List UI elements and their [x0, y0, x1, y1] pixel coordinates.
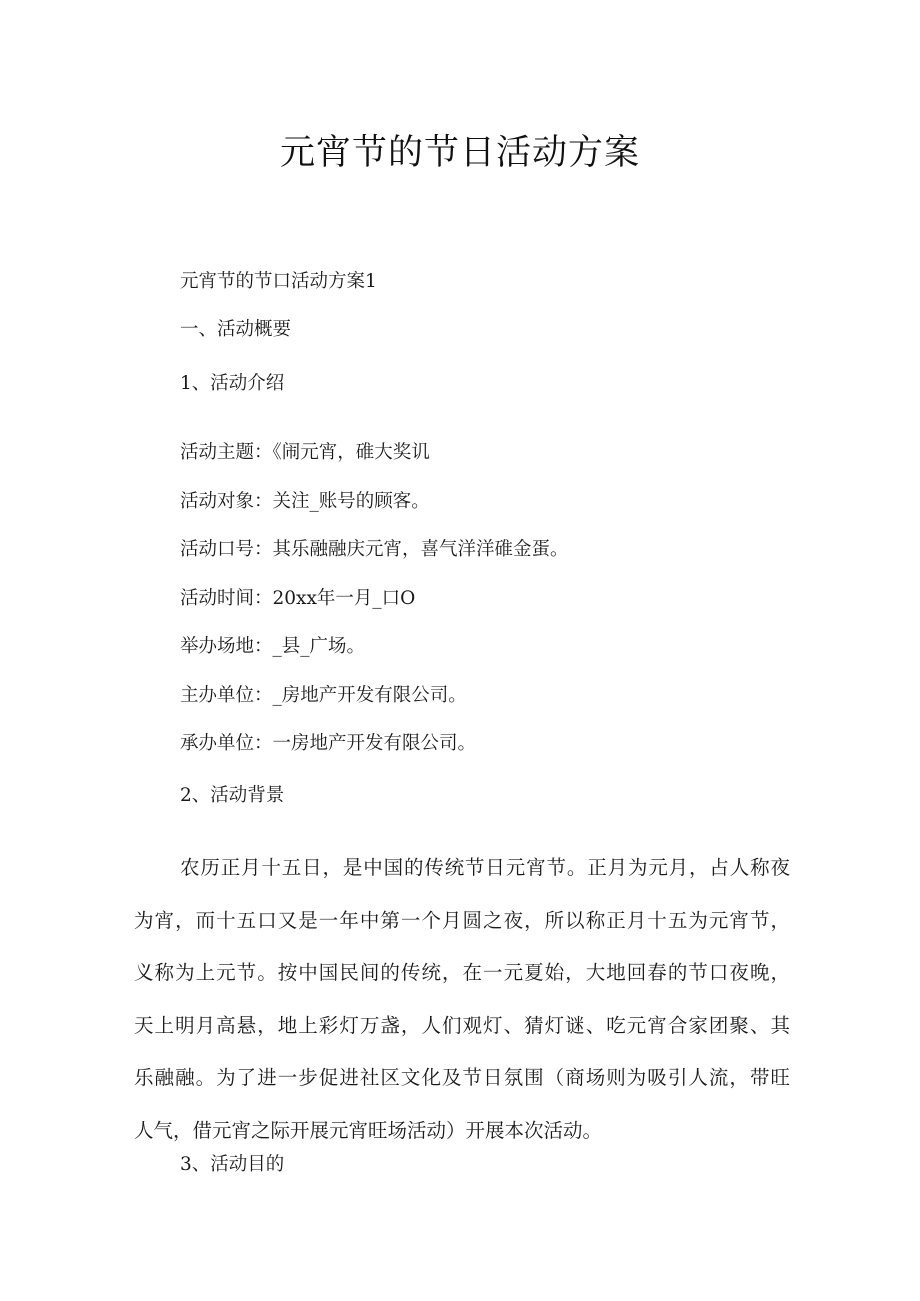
- background-line-3: 义称为上元节。按中国民间的传统，在一元夏始，大地回春的节口夜晚，: [134, 961, 790, 985]
- document-title: 元宵节的节日活动方案: [279, 133, 640, 173]
- detail-audience: 活动对象：关注_账号的顾客。: [180, 491, 430, 512]
- background-paragraph: [134, 842, 790, 1158]
- section-heading-overview: 一、活动概要: [180, 319, 292, 340]
- detail-time: 活动时间：20xx年一月_口O: [180, 588, 416, 609]
- background-line-2: 为宵，而十五口又是一年中第一个月圆之夜，所以称正月十五为元宵节，: [134, 908, 790, 932]
- detail-organizer: 主办单位：_房地产开发有限公司。: [180, 685, 467, 706]
- detail-co-organizer: 承办单位：一房地产开发有限公司。: [180, 733, 477, 754]
- background-line-4: 天上明月高悬，地上彩灯万盏，人们观灯、猜灯谜、吃元宵合家团聚、其: [134, 1013, 790, 1037]
- background-line-1: 农历正月十五日，是中国的传统节日元宵节。正月为元月，占人称夜: [180, 856, 790, 879]
- background-line-5: 乐融融。为了进一步促进社区文化及节日氛围（商场则为吸引人流，带旺: [134, 1066, 790, 1090]
- detail-theme: 活动主题：《闹元宵，碓大奖讥: [180, 442, 430, 463]
- detail-slogan: 活动口号：其乐融融庆元宵，喜气洋洋碓金蛋。: [180, 539, 569, 560]
- background-line-6: 人气，借元宵之际开展元宵旺场活动）开展本次活动。: [134, 1118, 603, 1142]
- subsection-heading-introduction: 1、活动介绍: [180, 373, 285, 394]
- subsection-heading-background: 2、活动背景: [180, 785, 285, 806]
- plan-subtitle: 元宵节的节口活动方案1: [180, 271, 377, 292]
- subsection-heading-purpose: 3、活动目的: [180, 1154, 285, 1175]
- detail-venue: 举办场地：_县_广场。: [180, 636, 366, 657]
